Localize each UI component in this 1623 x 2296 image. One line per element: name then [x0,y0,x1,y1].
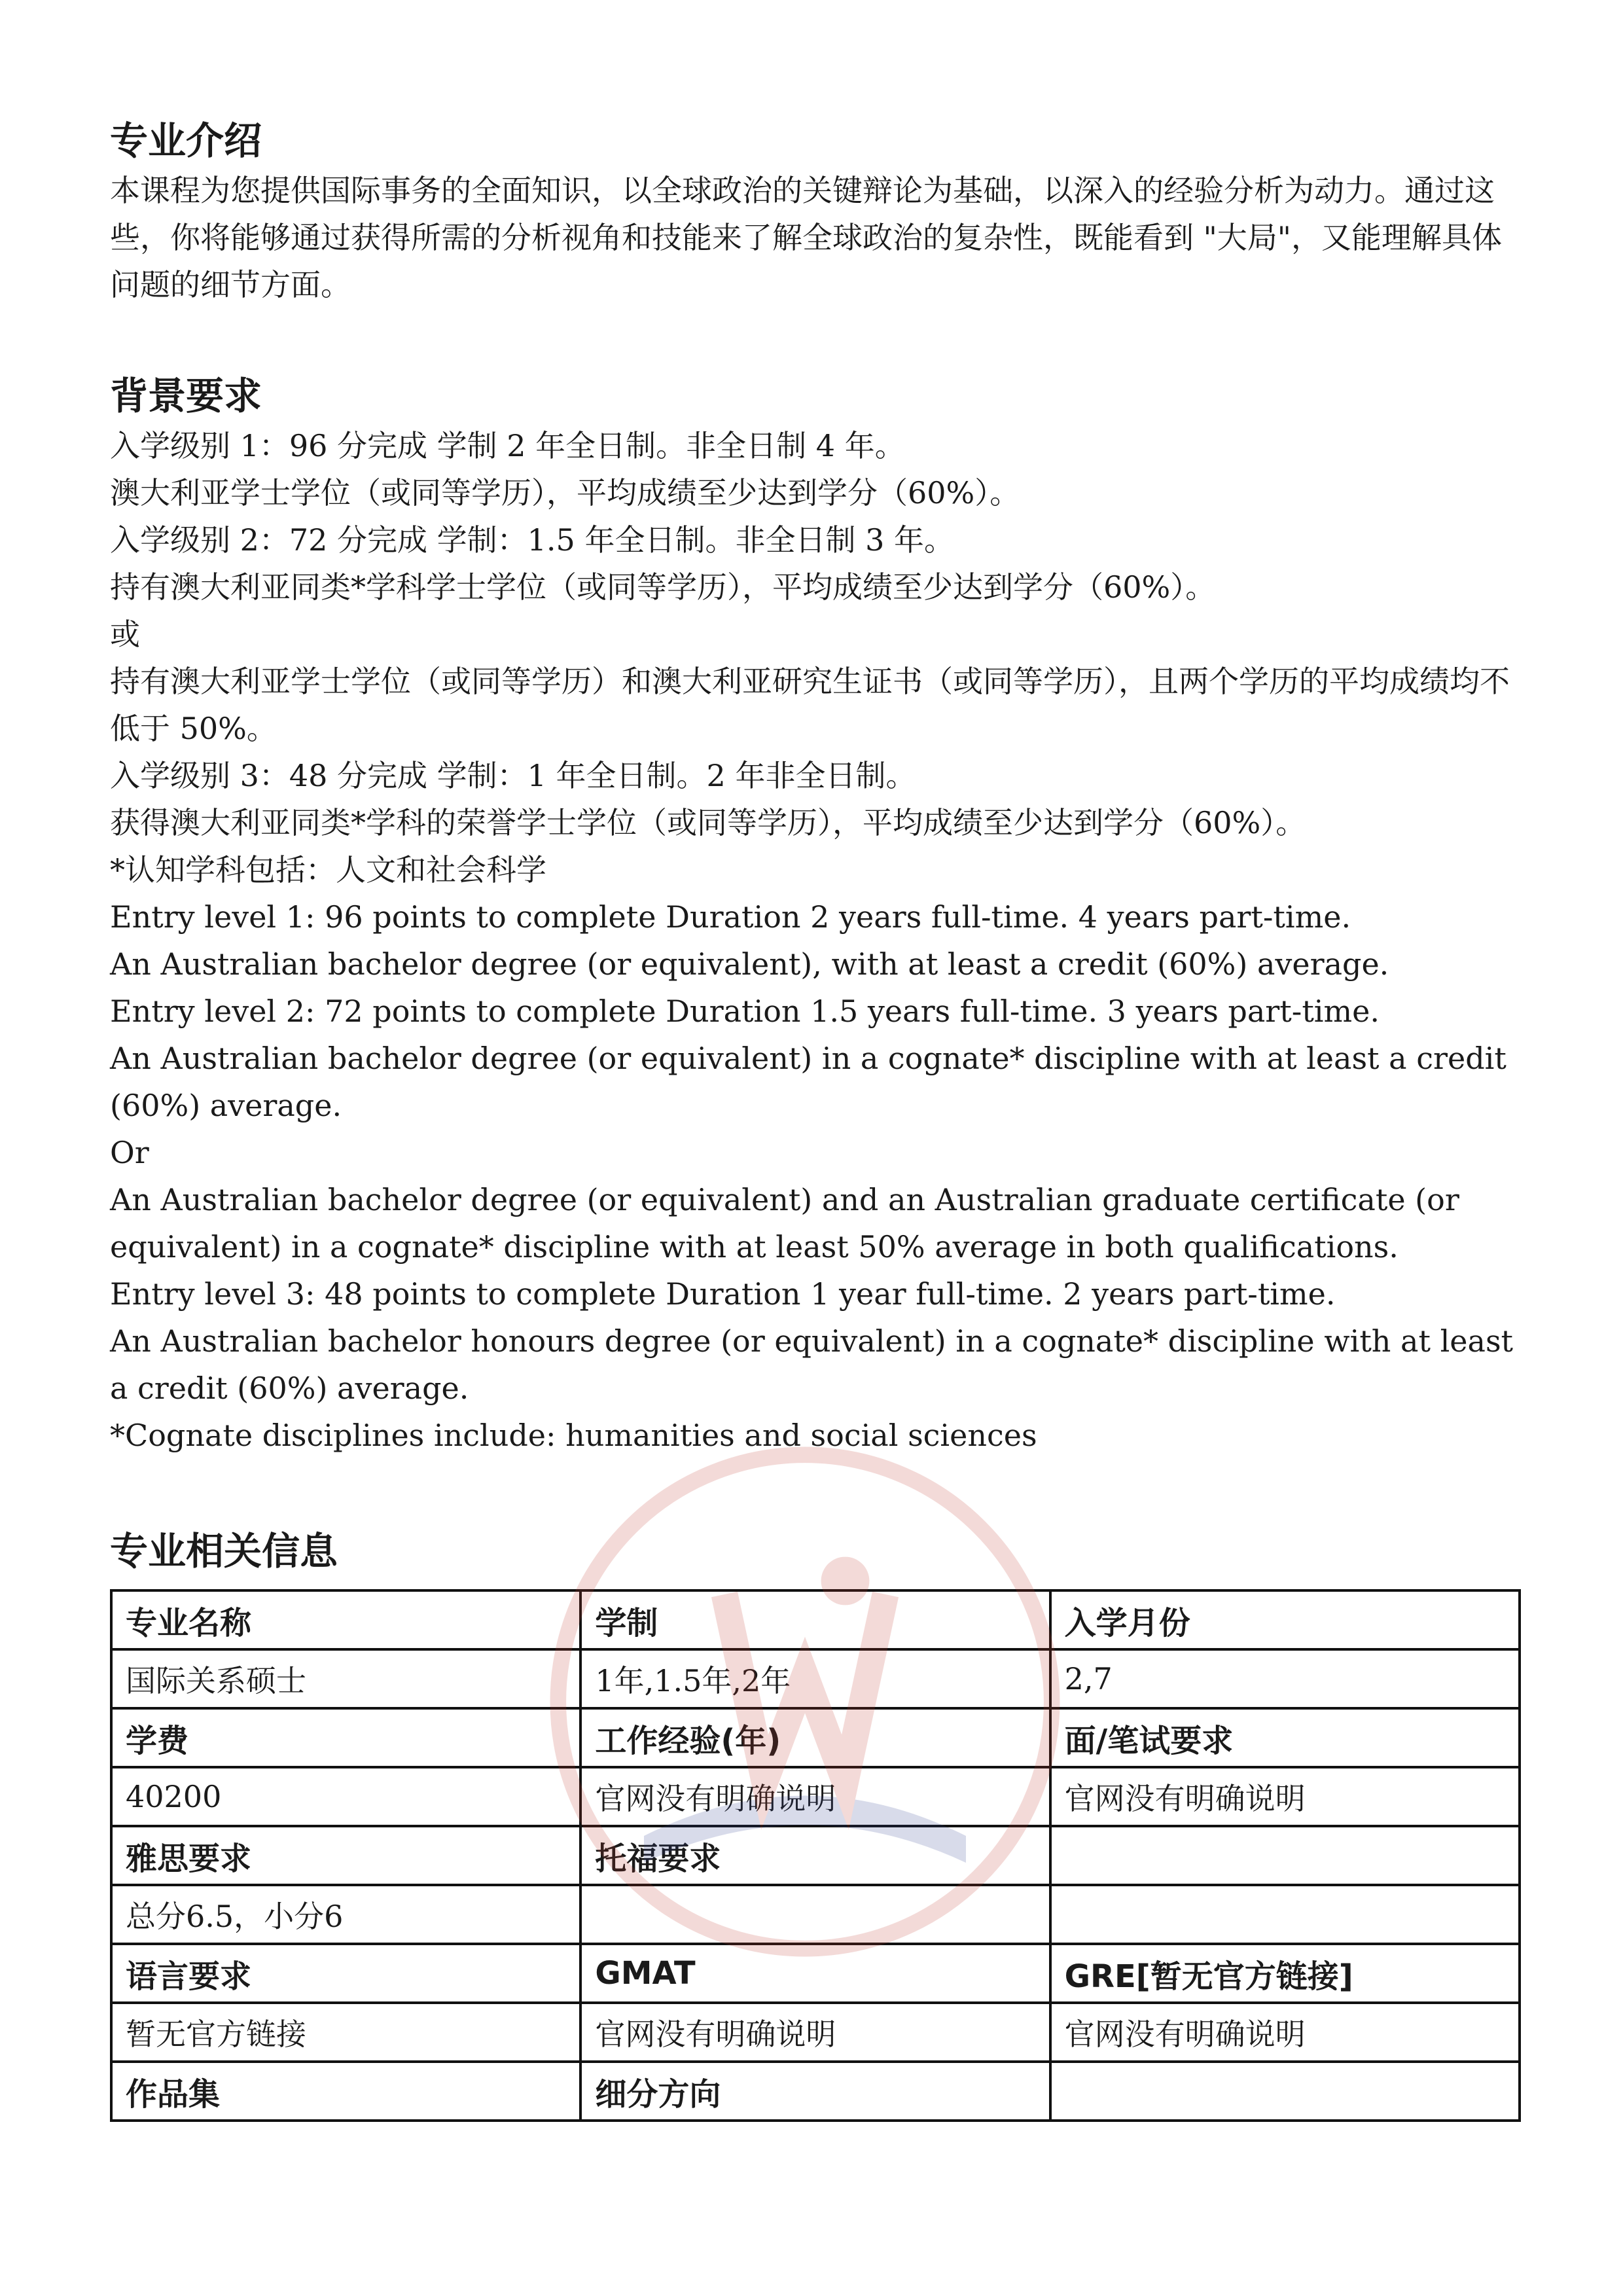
background-line: An Australian bachelor honours degree (or equivalent) in a cognate* discipline with at least a credit (60%) average. [110,1323,1514,1406]
background-line: Or [110,1135,149,1170]
table-header-cell: 面/笔试要求 [1050,1708,1520,1767]
background-line: An Australian bachelor degree (or equivalent) in a cognate* discipline with at least a credit (60%) average. [110,1041,1507,1123]
background-line: 持有澳大利亚学士学位（或同等学历）和澳大利亚研究生证书（或同等学历），且两个学历的平均成绩均不低于 50%。 [110,664,1510,746]
table-header-cell: GMAT [580,1944,1050,2003]
table-cell: 国际关系硕士 [111,1649,580,1708]
table-header-cell: 工作经验(年) [580,1708,1050,1767]
background-line: 获得澳大利亚同类*学科的荣誉学士学位（或同等学历），平均成绩至少达到学分（60%）。 [110,805,1306,840]
background-line: 入学级别 1：96 分完成 学制 2 年全日制。非全日制 4 年。 [110,428,905,463]
table-header-cell: 学费 [111,1708,580,1767]
background-line: 持有澳大利亚同类*学科学士学位（或同等学历），平均成绩至少达到学分（60%）。 [110,569,1216,605]
table-header-cell: GRE[暂无官方链接] [1050,1944,1520,2003]
intro-title: 专业介绍 [110,118,262,163]
background-line: Entry level 1: 96 points to complete Duration 2 years full-time. 4 years part-time. [110,899,1351,935]
table-header-cell: 雅思要求 [111,1826,580,1885]
table-header-cell: 专业名称 [111,1590,580,1649]
table-cell: 官网没有明确说明 [1050,1767,1520,1826]
background-line: Entry level 2: 72 points to complete Duration 1.5 years full-time. 3 years part-time. [110,994,1380,1029]
background-line: 入学级别 3：48 分完成 学制：1 年全日制。2 年非全日制。 [110,758,916,793]
program-info-title: 专业相关信息 [110,1529,338,1573]
table-header-cell [1050,1826,1520,1885]
table-cell [1050,1885,1520,1944]
background-title: 背景要求 [110,374,262,418]
table-header-cell: 语言要求 [111,1944,580,2003]
table-cell: 40200 [111,1767,580,1826]
table-header-cell [1050,2062,1520,2121]
background-section [110,370,1521,1459]
table-cell: 官网没有明确说明 [1050,2003,1520,2062]
table-header-cell: 托福要求 [580,1826,1050,1885]
table-row [111,2003,1520,2062]
background-line: Entry level 3: 48 points to complete Duration 1 year full-time. 2 years part-time. [110,1276,1336,1312]
background-line: 澳大利亚学士学位（或同等学历），平均成绩至少达到学分（60%）。 [110,475,1020,511]
table-cell: 总分6.5，小分6 [111,1885,580,1944]
table-header-row [111,2062,1520,2121]
background-line: 入学级别 2：72 分完成 学制：1.5 年全日制。非全日制 3 年。 [110,522,954,558]
table-cell: 官网没有明确说明 [580,1767,1050,1826]
table-header-cell: 学制 [580,1590,1050,1649]
table-header-cell: 作品集 [111,2062,580,2121]
table-header-cell: 入学月份 [1050,1590,1520,1649]
intro-section [110,115,1521,308]
background-line: An Australian bachelor degree (or equivalent) and an Australian graduate certificate (or equivalent) in a cognate* discipline with at least 50% average in both qualifications. [110,1182,1459,1265]
intro-text: 本课程为您提供国际事务的全面知识，以全球政治的关键辩论为基础，以深入的经验分析为动力。通过这些，你将能够通过获得所需的分析视角和技能来了解全球政治的复杂性，既能看到 "大局"，又能理解具体问题的细节方面。 [110,173,1502,302]
table-cell: 官网没有明确说明 [580,2003,1050,2062]
table-cell: 1年,1.5年,2年 [580,1649,1050,1708]
background-line: *Cognate disciplines include: humanities and social sciences [110,1418,1037,1453]
watermark-logo [537,1433,1073,1970]
background-lines [110,422,1521,1459]
table-cell: 2,7 [1050,1649,1520,1708]
background-line: 或 [110,617,140,652]
table-cell: 暂无官方链接 [111,2003,580,2062]
table-header-cell: 细分方向 [580,2062,1050,2121]
background-line: *认知学科包括：人文和社会科学 [110,852,546,888]
background-line: An Australian bachelor degree (or equivalent), with at least a credit (60%) average. [110,946,1389,982]
